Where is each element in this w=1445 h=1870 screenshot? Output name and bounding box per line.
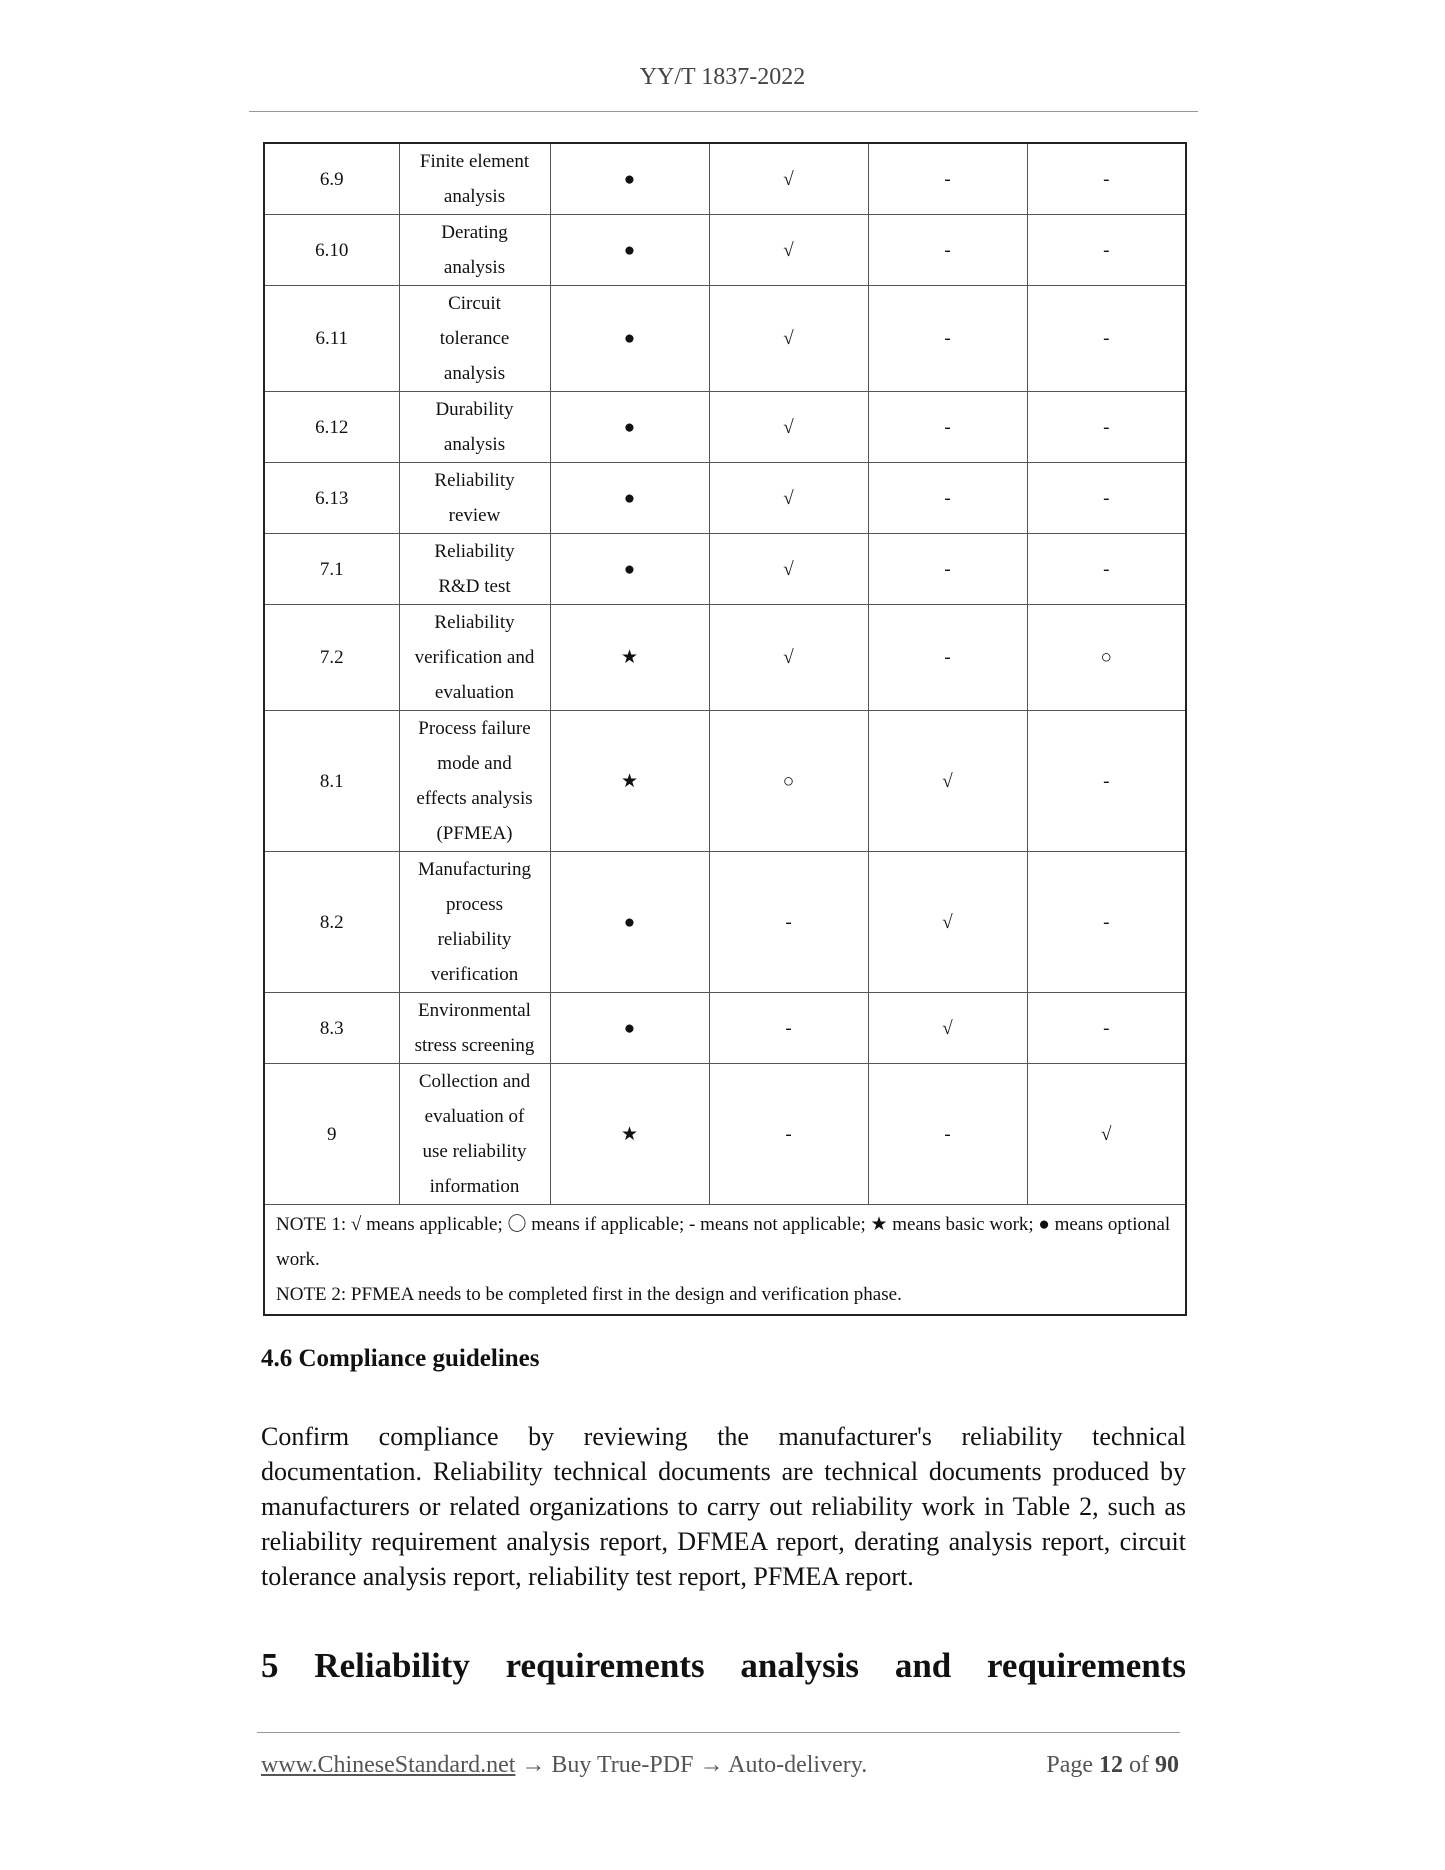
document-header: YY/T 1837-2022 [639, 64, 806, 90]
mark-cell: √ [709, 463, 868, 534]
mark-cell: √ [709, 286, 868, 392]
table-row [264, 711, 1186, 852]
work-item-line: Environmental [418, 1000, 531, 1021]
clause-cell: 6.12 [264, 392, 399, 463]
table-row [264, 463, 1186, 534]
mark-cell: - [1027, 852, 1186, 993]
clause-cell: 6.10 [264, 215, 399, 286]
work-item-line: verification [430, 964, 519, 985]
mark-cell: - [1027, 534, 1186, 605]
work-item-line: information [429, 1176, 520, 1197]
mark-cell: - [868, 605, 1027, 711]
clause-cell: 7.1 [264, 534, 399, 605]
table-row [264, 215, 1186, 286]
mark-cell: ● [550, 852, 709, 993]
mark-cell: - [868, 534, 1027, 605]
work-item-line: use reliability [422, 1141, 527, 1162]
mark-cell: √ [868, 852, 1027, 993]
mark-cell: - [1027, 392, 1186, 463]
work-item-cell [399, 143, 550, 215]
mark-cell: √ [868, 993, 1027, 1064]
work-item-line: analysis [443, 363, 506, 384]
of-label: of [1129, 1752, 1149, 1778]
work-item-cell [399, 463, 550, 534]
mark-cell: - [1027, 215, 1186, 286]
mark-cell: ★ [550, 605, 709, 711]
work-item-line: Finite element [419, 151, 530, 172]
header-divider [249, 111, 1198, 112]
mark-cell: - [1027, 711, 1186, 852]
page-footer [261, 1752, 1179, 1779]
clause-cell: 9 [264, 1064, 399, 1205]
section-heading-5: 5 Reliability requirements analysis and requirements [261, 1646, 1186, 1685]
mark-cell: - [868, 215, 1027, 286]
work-item-line: analysis [443, 257, 506, 278]
mark-cell: √ [1027, 1064, 1186, 1205]
website-link[interactable]: www.ChineseStandard.net [261, 1752, 516, 1778]
work-item-line: process [446, 894, 503, 915]
mark-cell: ● [550, 215, 709, 286]
mark-cell: √ [868, 711, 1027, 852]
work-item-line: reliability [437, 929, 512, 950]
note-1: NOTE 1: √ means applicable; 〇 means if applicable; - means not applicable; ★ means basic work; ● means optional work. [276, 1214, 1171, 1270]
footer-divider [257, 1732, 1180, 1733]
mark-cell: ● [550, 143, 709, 215]
table-row [264, 993, 1186, 1064]
work-item-line: tolerance [439, 328, 510, 349]
work-item-line: R&D test [438, 576, 511, 597]
work-item-line: Circuit [448, 293, 501, 314]
work-item-line: Collection and [418, 1071, 531, 1092]
notes-cell [264, 1205, 1186, 1316]
mark-cell: - [868, 143, 1027, 215]
mark-cell: ○ [709, 711, 868, 852]
work-item-line: Reliability [434, 470, 515, 491]
mark-cell: √ [709, 392, 868, 463]
work-item-line: Manufacturing [418, 859, 531, 880]
work-item-line: review [448, 505, 501, 526]
section-heading-4-6: 4.6 Compliance guidelines [261, 1345, 540, 1372]
notes-row [264, 1205, 1186, 1316]
mark-cell: - [1027, 463, 1186, 534]
mark-cell: ★ [550, 1064, 709, 1205]
mark-cell: ★ [550, 711, 709, 852]
note-2: NOTE 2: PFMEA needs to be completed first in the design and verification phase. [276, 1284, 902, 1305]
work-item-cell [399, 215, 550, 286]
clause-cell: 6.13 [264, 463, 399, 534]
work-item-line: Reliability [434, 541, 515, 562]
mark-cell: ● [550, 993, 709, 1064]
work-item-cell [399, 993, 550, 1064]
mark-cell: - [709, 993, 868, 1064]
total-pages: 90 [1155, 1752, 1179, 1778]
mark-cell: ○ [1027, 605, 1186, 711]
table-row [264, 143, 1186, 215]
work-item-line: analysis [443, 186, 506, 207]
work-item-line: Derating [441, 222, 508, 243]
mark-cell: √ [709, 605, 868, 711]
work-item-line: (PFMEA) [436, 823, 513, 844]
table-row [264, 534, 1186, 605]
work-item-cell [399, 392, 550, 463]
mark-cell: ● [550, 286, 709, 392]
mark-cell: - [868, 463, 1027, 534]
clause-cell: 8.1 [264, 711, 399, 852]
mark-cell: - [868, 1064, 1027, 1205]
clause-cell: 6.11 [264, 286, 399, 392]
work-item-cell [399, 852, 550, 993]
page-number: 12 [1099, 1752, 1123, 1778]
work-item-cell [399, 534, 550, 605]
mark-cell: ● [550, 534, 709, 605]
work-item-line: analysis [443, 434, 506, 455]
page-label: Page [1046, 1752, 1093, 1778]
clause-cell: 8.2 [264, 852, 399, 993]
work-item-line: Process failure [418, 718, 531, 739]
work-item-line: Reliability [434, 612, 515, 633]
mark-cell: - [709, 852, 868, 993]
mark-cell: ● [550, 392, 709, 463]
mark-cell: - [1027, 993, 1186, 1064]
page-indicator [1046, 1752, 1179, 1779]
mark-cell: - [1027, 286, 1186, 392]
clause-cell: 7.2 [264, 605, 399, 711]
table-row [264, 392, 1186, 463]
mark-cell: - [868, 286, 1027, 392]
mark-cell: ● [550, 463, 709, 534]
table-row [264, 286, 1186, 392]
work-item-cell [399, 1064, 550, 1205]
work-item-line: evaluation of [424, 1106, 525, 1127]
clause-cell: 8.3 [264, 993, 399, 1064]
section-paragraph: Confirm compliance by reviewing the manufacturer's reliability technical documentation. Reliability technical documents are technical documents produced by manufacturers or related organizations to carry out reliability work in Table 2, such as reliability requirement analysis report, DFMEA report, derating analysis report, circuit tolerance analysis report, reliability test report, PFMEA report. [261, 1422, 1186, 1591]
mark-cell: √ [709, 215, 868, 286]
footer-promo: → Buy True-PDF → Auto-delivery. [515, 1752, 868, 1778]
mark-cell: - [868, 392, 1027, 463]
work-item-line: mode and [437, 753, 512, 774]
table-row [264, 1064, 1186, 1205]
table-row [264, 852, 1186, 993]
mark-cell: √ [709, 534, 868, 605]
work-item-line: stress screening [414, 1035, 535, 1056]
work-item-cell [399, 286, 550, 392]
work-item-line: verification and [414, 647, 535, 668]
work-item-cell [399, 605, 550, 711]
mark-cell: √ [709, 143, 868, 215]
mark-cell: - [1027, 143, 1186, 215]
clause-cell: 6.9 [264, 143, 399, 215]
work-item-line: Durability [435, 399, 514, 420]
work-item-line: effects analysis [416, 788, 533, 809]
table-row [264, 605, 1186, 711]
work-item-cell [399, 711, 550, 852]
work-item-line: evaluation [434, 682, 515, 703]
mark-cell: - [709, 1064, 868, 1205]
reliability-work-table [263, 142, 1187, 1316]
